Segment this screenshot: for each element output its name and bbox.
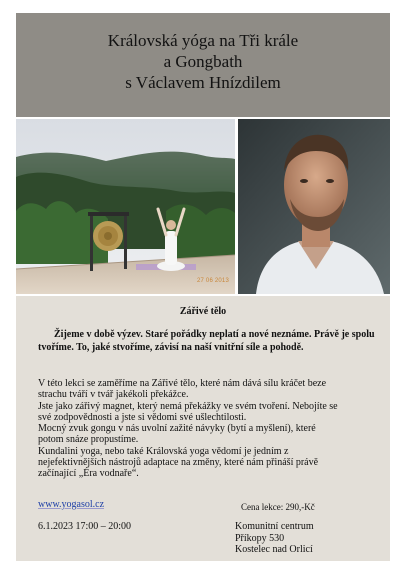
venue-line: Komunitní centrum [235, 521, 314, 532]
description-line: potom snáze propustíme. [38, 434, 139, 446]
description-line: Jste jako zářivý magnet, který nemá překážky ve svém tvoření. Nebojíte se [38, 400, 338, 412]
teacher-portrait-photo [238, 119, 390, 294]
photo-date-stamp: 27 06 2013 [196, 278, 229, 284]
title-line-3: s Václavem Hnízdilem [125, 73, 281, 92]
title-line-2: a Gongbath [163, 52, 243, 71]
description-line: strachu tváří v tvář jakékoli překážce. [38, 389, 189, 401]
description-line: nejefektivnějších nástrojů adaptace na změny, které nám přináší právě [38, 457, 319, 469]
event-intro: Žijeme v době výzev. Staré pořádky neplatí a nové neznáme. Právě je spolu tvoříme. To, jaké stvoříme, závisí na naší vnitřní síle a pohodě. [38, 329, 375, 353]
event-details-panel [16, 296, 390, 561]
description-line: Kundalini yoga, nebo také Královská yoga vědomí je jedním z [38, 445, 289, 457]
venue-line: Příkopy 530 [235, 532, 285, 544]
description-line: začínající „Éra vodnaře“. [38, 468, 139, 480]
event-datetime: 6.1.2023 17:00 – 20:00 [38, 521, 132, 532]
title-line-1: Královská yóga na Tři krále [107, 31, 299, 50]
event-description [38, 378, 384, 480]
description-line: Mocný zvuk gongu v nás uvolní zažité návyky (bytí a myšlení), které [38, 423, 316, 435]
event-venue [235, 521, 314, 556]
description-line: V této lekci se zaměříme na Zářivé tělo, které nám dává sílu kráčet beze [38, 378, 327, 389]
event-title-banner [16, 13, 390, 117]
website-link[interactable]: www.yogasol.cz [38, 499, 105, 510]
venue-line: Kostelec nad Orlicí [235, 544, 313, 555]
event-heading: Zářivé tělo [179, 306, 227, 317]
lesson-price: Cena lekce: 290,-Kč [241, 502, 315, 512]
description-line: své zodpovědnosti a jste si vědomi své ušlechtilosti. [38, 411, 247, 423]
yoga-gong-photo [16, 119, 235, 294]
